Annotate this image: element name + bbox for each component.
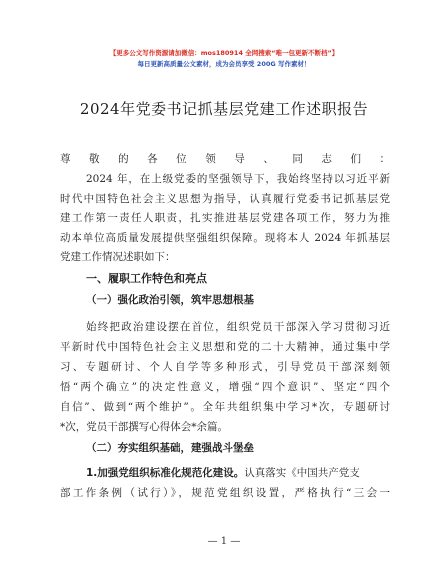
body-line: 始终把政治建设摆在首位，组织党员干部深入学习贯彻习近 <box>86 321 390 333</box>
body-line: 习、专题研讨、个人自学等多种形式，引导党员干部深刻领 <box>60 361 390 373</box>
subsection-heading: （一）强化政治引领，筑牢思想根基 <box>86 294 254 306</box>
intro-line: 2024 年，在上级党委的坚强领导下，我始终坚持以习近平新 <box>86 173 390 185</box>
body-line: 平新时代中国特色社会主义思想和党的二十大精神，通过集中学 <box>60 341 390 353</box>
promo-banner-line-1: 【更多公文写作资源请加微信：mos180914 全网搜索“唯一包更新不断档”】 <box>109 49 339 57</box>
page-number: — 1 — <box>207 536 241 547</box>
bold-lead: 1.加强党组织标准化规范化建设。 <box>86 467 245 479</box>
document-title: 2024年党委书记抓基层党建工作述职报告 <box>79 100 369 118</box>
body-text: 认真落实《中国共产党支 <box>244 467 360 479</box>
body-line: 部工作条例（试行）》，规范党组织设置，严格执行“三会一 <box>60 487 390 499</box>
subsection-heading: （二）夯实组织基础，建强战斗堡垒 <box>86 442 254 454</box>
intro-line: 动本单位高质量发展提供坚强组织保障。现将本人 2024 年抓基层 <box>60 232 390 244</box>
body-line: 自信”、做到“两个维护”。全年共组织集中学习*次，专题研讨 <box>60 401 390 413</box>
intro-line: 党建工作情况述职如下： <box>60 251 176 263</box>
body-line <box>86 464 390 484</box>
body-line: *次，党员干部撰写心得体会*余篇。 <box>60 421 228 433</box>
promo-banner-line-2: 每日更新高质量公文素材，成为会员享受 200G 写作素材！ <box>137 60 311 68</box>
intro-line: 时代中国特色社会主义思想为指导，认真履行党委书记抓基层党 <box>60 193 390 205</box>
salutation: 尊敬的各位领导、同志们： <box>60 153 390 165</box>
section-heading: 一、履职工作特色和亮点 <box>86 272 207 285</box>
body-line: 悟“两个确立”的决定性意义，增强“四个意识”、坚定“四个 <box>60 381 390 393</box>
intro-line: 建工作第一责任人职责，扎实推进基层党建各项工作，努力为推 <box>60 212 390 224</box>
